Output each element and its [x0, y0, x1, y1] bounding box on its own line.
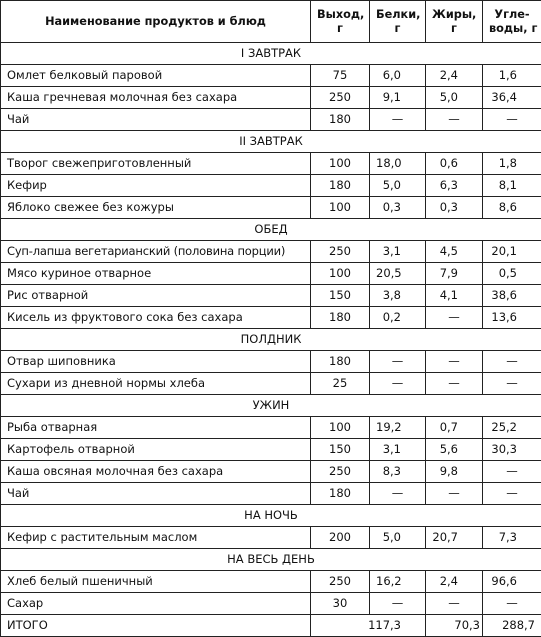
table-row [1, 527, 541, 549]
cell-yield: 180 [311, 351, 370, 373]
cell-carbs: 30,3 [483, 439, 541, 461]
table-row [1, 153, 541, 175]
table-row [1, 197, 541, 219]
cell-protein: — [370, 351, 426, 373]
cell-fat: 4,5 [426, 241, 483, 263]
cell-carbs: 25,2 [483, 417, 541, 439]
cell-yield: 250 [311, 461, 370, 483]
cell-carbs: 0,5 [483, 263, 541, 285]
total-carbs: 288,7 [483, 615, 541, 637]
cell-protein: 9,1 [370, 87, 426, 109]
cell-fat: 4,1 [426, 285, 483, 307]
cell-product: Кисель из фруктового сока без сахара [1, 307, 311, 329]
cell-yield: 75 [311, 65, 370, 87]
table-body [1, 43, 541, 637]
cell-yield: 180 [311, 175, 370, 197]
table-row [1, 351, 541, 373]
section-title: НА ВЕСЬ ДЕНЬ [1, 549, 541, 571]
table-row [1, 109, 541, 131]
cell-protein: 3,8 [370, 285, 426, 307]
cell-yield: 25 [311, 373, 370, 395]
section-row [1, 329, 541, 351]
cell-fat: — [426, 351, 483, 373]
section-row [1, 505, 541, 527]
cell-product: Кефир с растительным маслом [1, 527, 311, 549]
cell-protein: 3,1 [370, 439, 426, 461]
cell-protein: 8,3 [370, 461, 426, 483]
cell-fat: 0,7 [426, 417, 483, 439]
section-title: II ЗАВТРАК [1, 131, 541, 153]
header-yield: Выход, г [311, 1, 370, 43]
section-row [1, 549, 541, 571]
table-row [1, 175, 541, 197]
cell-yield: 180 [311, 483, 370, 505]
cell-yield: 100 [311, 197, 370, 219]
cell-protein: 19,2 [370, 417, 426, 439]
header-name: Наименование продуктов и блюд [1, 1, 311, 43]
cell-yield: 100 [311, 417, 370, 439]
table-row [1, 307, 541, 329]
cell-carbs: 1,8 [483, 153, 541, 175]
cell-protein: — [370, 109, 426, 131]
header-fat: Жиры, г [426, 1, 483, 43]
cell-fat: 5,0 [426, 87, 483, 109]
table-row [1, 461, 541, 483]
cell-carbs: 38,6 [483, 285, 541, 307]
table-row [1, 417, 541, 439]
cell-carbs: — [483, 461, 541, 483]
cell-protein: — [370, 373, 426, 395]
cell-fat: 0,6 [426, 153, 483, 175]
table-row [1, 483, 541, 505]
cell-fat: 5,6 [426, 439, 483, 461]
cell-fat: 20,7 [426, 527, 483, 549]
cell-fat: — [426, 483, 483, 505]
cell-yield: 250 [311, 87, 370, 109]
cell-yield: 30 [311, 593, 370, 615]
cell-carbs: 8,1 [483, 175, 541, 197]
table-row [1, 571, 541, 593]
header-row [1, 1, 541, 43]
cell-protein: 16,2 [370, 571, 426, 593]
cell-fat: 0,3 [426, 197, 483, 219]
section-row [1, 131, 541, 153]
cell-product: Омлет белковый паровой [1, 65, 311, 87]
cell-yield: 150 [311, 439, 370, 461]
cell-carbs: 7,3 [483, 527, 541, 549]
cell-product: Рис отварной [1, 285, 311, 307]
total-row [1, 615, 541, 637]
cell-product: Хлеб белый пшеничный [1, 571, 311, 593]
cell-yield: 250 [311, 571, 370, 593]
cell-protein: 5,0 [370, 527, 426, 549]
header-protein: Белки, г [370, 1, 426, 43]
total-protein: 117,3 [311, 615, 426, 637]
table-row [1, 285, 541, 307]
cell-yield: 180 [311, 109, 370, 131]
cell-protein: 20,5 [370, 263, 426, 285]
cell-product: Мясо куриное отварное [1, 263, 311, 285]
section-row [1, 395, 541, 417]
cell-carbs: — [483, 483, 541, 505]
cell-carbs: 20,1 [483, 241, 541, 263]
section-title: ПОЛДНИК [1, 329, 541, 351]
cell-product: Каша гречневая молочная без сахара [1, 87, 311, 109]
cell-protein: 3,1 [370, 241, 426, 263]
cell-product: Картофель отварной [1, 439, 311, 461]
cell-fat: 6,3 [426, 175, 483, 197]
cell-protein: — [370, 483, 426, 505]
table-row [1, 439, 541, 461]
cell-yield: 100 [311, 153, 370, 175]
cell-fat: — [426, 307, 483, 329]
section-title: НА НОЧЬ [1, 505, 541, 527]
cell-fat: 2,4 [426, 571, 483, 593]
cell-carbs: — [483, 373, 541, 395]
total-fat: 70,3 [426, 615, 483, 637]
section-title: ОБЕД [1, 219, 541, 241]
table-row [1, 241, 541, 263]
table-row [1, 87, 541, 109]
cell-carbs: — [483, 351, 541, 373]
cell-protein: 0,3 [370, 197, 426, 219]
cell-product: Отвар шиповника [1, 351, 311, 373]
cell-yield: 100 [311, 263, 370, 285]
cell-protein: 0,2 [370, 307, 426, 329]
total-label: ИТОГО [1, 615, 311, 637]
cell-product: Суп-лапша вегетарианский (половина порции) [1, 241, 311, 263]
cell-fat: 9,8 [426, 461, 483, 483]
section-row [1, 43, 541, 65]
cell-product: Чай [1, 109, 311, 131]
cell-product: Рыба отварная [1, 417, 311, 439]
cell-yield: 200 [311, 527, 370, 549]
cell-yield: 180 [311, 307, 370, 329]
cell-product: Кефир [1, 175, 311, 197]
cell-product: Сухари из дневной нормы хлеба [1, 373, 311, 395]
cell-carbs: 96,6 [483, 571, 541, 593]
cell-fat: — [426, 373, 483, 395]
section-row [1, 219, 541, 241]
cell-product: Творог свежеприготовленный [1, 153, 311, 175]
cell-protein: 5,0 [370, 175, 426, 197]
cell-product: Сахар [1, 593, 311, 615]
cell-product: Чай [1, 483, 311, 505]
cell-protein: 6,0 [370, 65, 426, 87]
cell-product: Каша овсяная молочная без сахара [1, 461, 311, 483]
cell-fat: — [426, 109, 483, 131]
cell-fat: — [426, 593, 483, 615]
table-row [1, 65, 541, 87]
cell-yield: 150 [311, 285, 370, 307]
section-title: УЖИН [1, 395, 541, 417]
cell-protein: — [370, 593, 426, 615]
cell-product: Яблоко свежее без кожуры [1, 197, 311, 219]
cell-carbs: 13,6 [483, 307, 541, 329]
table-row [1, 593, 541, 615]
cell-carbs: — [483, 109, 541, 131]
cell-yield: 250 [311, 241, 370, 263]
cell-fat: 2,4 [426, 65, 483, 87]
cell-carbs: 36,4 [483, 87, 541, 109]
cell-carbs: 1,6 [483, 65, 541, 87]
header-carbs: Угле- воды, г [483, 1, 541, 43]
table-row [1, 263, 541, 285]
cell-fat: 7,9 [426, 263, 483, 285]
cell-carbs: — [483, 593, 541, 615]
cell-protein: 18,0 [370, 153, 426, 175]
section-title: I ЗАВТРАК [1, 43, 541, 65]
cell-carbs: 8,6 [483, 197, 541, 219]
table-row [1, 373, 541, 395]
